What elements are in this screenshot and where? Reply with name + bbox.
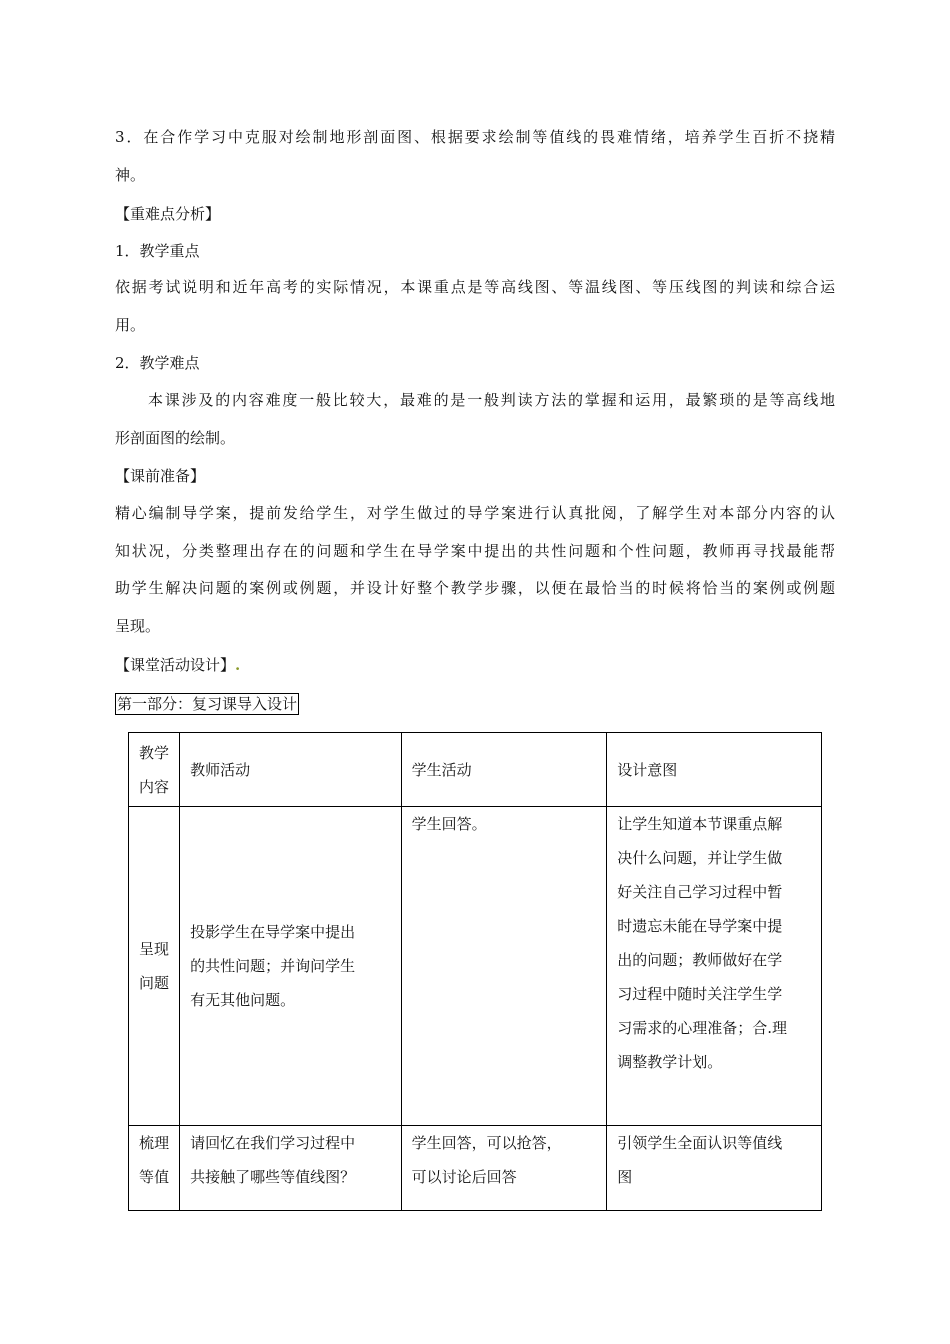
table-row — [129, 1126, 822, 1211]
paragraph-line: 助学生解决问题的案例或例题，并设计好整个教学步骤，以便在最恰当的时候将恰当的案例或例题 — [115, 579, 835, 597]
paragraph-line: 知状况，分类整理出存在的问题和学生在导学案中提出的共性问题和个性问题，教师再寻找最能帮 — [115, 542, 835, 560]
header-teacher: 教师活动 — [180, 733, 402, 807]
cell-line: 问题 — [139, 974, 170, 992]
paragraph-line: 依据考试说明和近年高考的实际情况，本课重点是等高线图、等温线图、等压线图的判读和综合运 — [115, 278, 835, 296]
cell-char: 理 — [154, 1134, 170, 1152]
header-intent: 设计意图 — [607, 733, 822, 807]
cell-line: 共接触了哪些等值线图？ — [190, 1168, 356, 1186]
section-heading-text: 【课堂活动设计】 — [115, 656, 236, 674]
cell-line: 请回忆在我们学习过程中 — [190, 1134, 356, 1152]
cell-line — [139, 1126, 169, 1160]
cell-line: 呈现 — [139, 940, 170, 958]
cell-student — [401, 807, 607, 1126]
paragraph-line: 神。 — [115, 166, 146, 184]
cell-char: 值 — [154, 1168, 170, 1186]
cell-line: 出的问题；教师做好在学 — [617, 951, 783, 969]
paragraph-line: 精心编制导学案，提前发给学生，对学生做过的导学案进行认真批阅，了解学生对本部分内容的认 — [115, 504, 835, 522]
table-row — [129, 807, 822, 1126]
part-title: 第一部分：复习课导入设计 — [117, 695, 298, 713]
subheading: 2．教学难点 — [115, 354, 200, 372]
cell-line: 学生回答，可以抢答， — [411, 1134, 562, 1152]
cell-intent — [607, 807, 822, 1126]
activity-table — [128, 732, 822, 1211]
cell-line: 习需求的心理准备；合.理 — [617, 1019, 788, 1037]
cell-student — [401, 1126, 607, 1211]
paragraph-line: 3．在合作学习中克服对绘制地形剖面图、根据要求绘制等值线的畏难情绪，培养学生百折不挠精 — [115, 128, 835, 146]
accent-mark: . — [235, 656, 241, 674]
cell-line: 好关注自己学习过程中暂 — [617, 883, 783, 901]
cell-line: 投影学生在导学案中提出 — [190, 923, 356, 941]
section-heading — [115, 655, 240, 675]
cell-line: 图 — [617, 1168, 633, 1186]
header-content-line: 教学 — [139, 743, 170, 762]
paragraph-line: 用。 — [115, 316, 146, 334]
cell-teacher — [180, 807, 402, 1126]
cell-line: 学生回答。 — [411, 815, 487, 833]
cell-line: 有无其他问题。 — [190, 991, 296, 1009]
cell-line: 调整教学计划。 — [617, 1053, 723, 1071]
section-heading: 【重难点分析】 — [115, 205, 221, 223]
cell-line: 决什么问题，并让学生做 — [617, 849, 783, 867]
table-header-row — [129, 733, 822, 807]
cell-char: 等 — [139, 1168, 155, 1186]
cell-line: 的共性问题；并询问学生 — [190, 957, 356, 975]
header-content-line: 内容 — [139, 777, 170, 796]
cell-line: 可以讨论后回答 — [411, 1168, 517, 1186]
cell-char: 梳 — [139, 1134, 155, 1152]
header-content — [129, 733, 180, 807]
cell-teacher — [180, 1126, 402, 1211]
cell-content — [129, 1126, 180, 1211]
subheading: 1．教学重点 — [115, 242, 200, 260]
paragraph-line: 形剖面图的绘制。 — [115, 429, 236, 447]
cell-line — [139, 1160, 169, 1194]
cell-content — [129, 807, 180, 1126]
cell-line: 让学生知道本节课重点解 — [617, 815, 783, 833]
section-heading: 【课前准备】 — [115, 467, 206, 485]
paragraph-line: 本课涉及的内容难度一般比较大，最难的是一般判读方法的掌握和运用，最繁琐的是等高线地 — [148, 391, 835, 409]
cell-line: 时遗忘未能在导学案中提 — [617, 917, 783, 935]
cell-line: 引领学生全面认识等值线 — [617, 1134, 783, 1152]
header-student: 学生活动 — [401, 733, 607, 807]
cell-intent — [607, 1126, 822, 1211]
paragraph-line: 呈现。 — [115, 617, 161, 635]
cell-line: 习过程中随时关注学生学 — [617, 985, 783, 1003]
